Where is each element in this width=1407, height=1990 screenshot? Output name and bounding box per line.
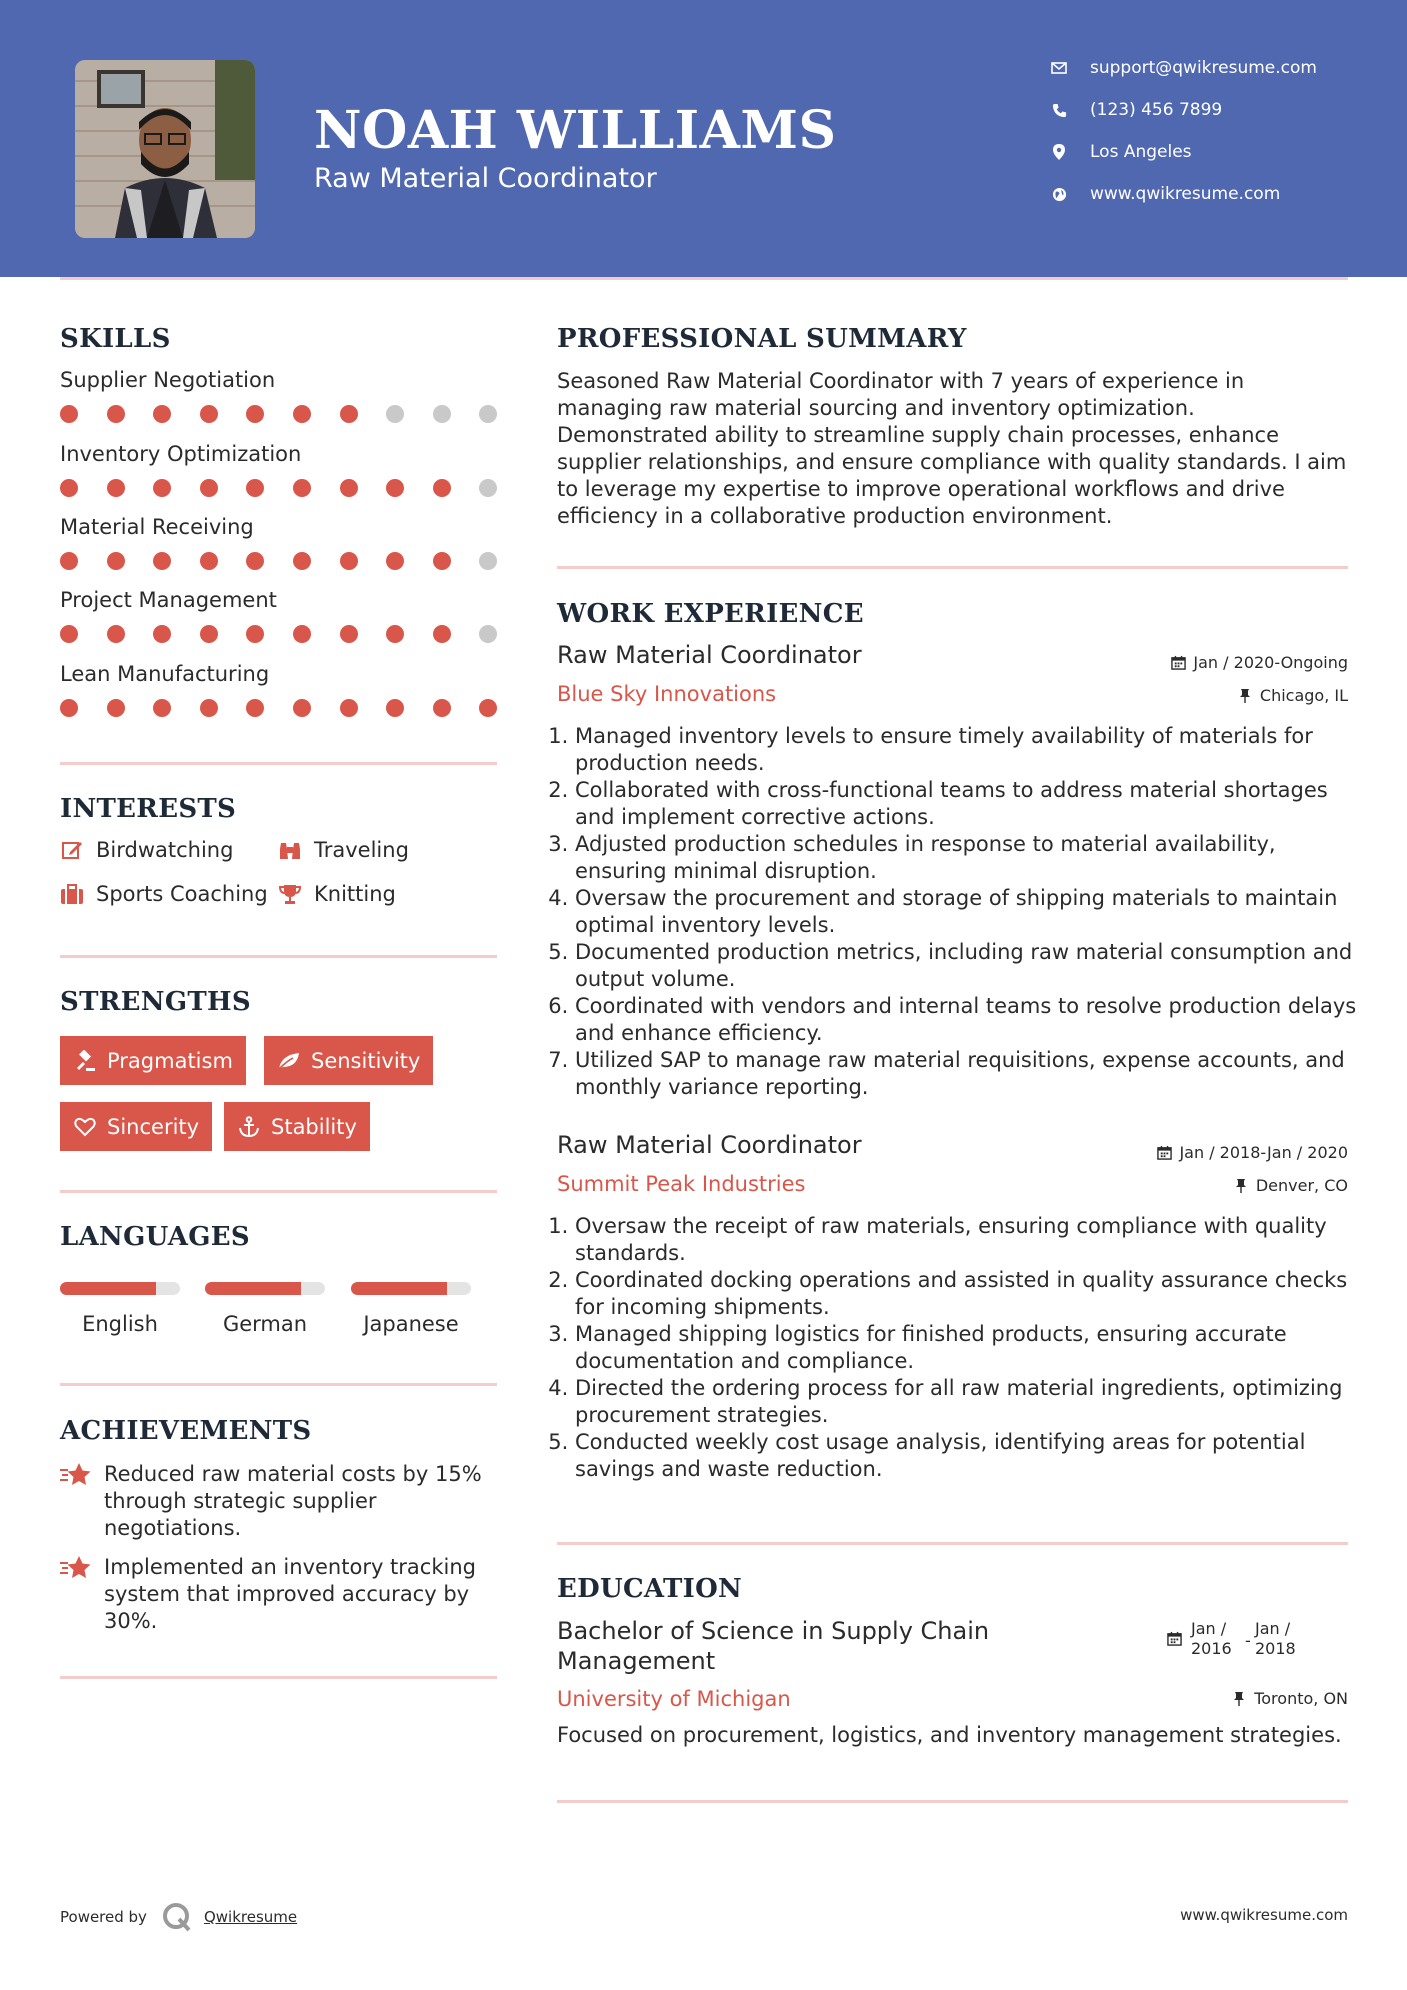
skill-dot-empty — [479, 405, 497, 423]
skill-name: Material Receiving — [60, 515, 254, 539]
language-level-bar — [205, 1282, 325, 1295]
profile-photo — [75, 60, 255, 238]
skill-dot-empty — [479, 552, 497, 570]
skill-rating — [60, 552, 500, 572]
skill-dot-filled — [200, 479, 218, 497]
contact-email[interactable] — [1050, 58, 1317, 78]
phone-icon — [1050, 101, 1068, 119]
skill-dot-filled — [153, 479, 171, 497]
skill-dot-filled — [386, 699, 404, 717]
star-award-icon — [60, 1554, 94, 1582]
education-end-date: Jan / 2018 — [1255, 1619, 1296, 1658]
degree-title: Bachelor of Science in Supply Chain Management — [557, 1617, 990, 1675]
job-bullet: 4. Directed the ordering process for all raw material ingredients, optimizing procurement strategies. — [575, 1375, 1367, 1429]
language-name: Japanese — [363, 1312, 459, 1336]
section-divider — [60, 762, 497, 765]
skill-dot-filled — [340, 699, 358, 717]
skill-dot-filled — [433, 699, 451, 717]
job-bullet: 5. Documented production metrics, including raw material consumption and output volume. — [575, 939, 1367, 993]
interest-item — [60, 882, 268, 906]
skill-rating — [60, 625, 500, 645]
star-award-icon — [60, 1461, 94, 1489]
education-heading: EDUCATION — [557, 1574, 743, 1604]
calendar-icon — [1167, 1631, 1185, 1649]
contact-phone[interactable] — [1050, 100, 1222, 120]
footer-website[interactable]: www.qwikresume.com — [1180, 1906, 1348, 1924]
language-level-fill — [60, 1282, 156, 1295]
strength-label: Stability — [271, 1114, 357, 1139]
job-bullets — [557, 1213, 1367, 1483]
skill-dot-filled — [246, 552, 264, 570]
interest-item — [60, 838, 233, 862]
achievement-item — [60, 1461, 500, 1542]
job-bullet: 3. Adjusted production schedules in response to material availability, ensuring minimal disruption. — [575, 831, 1367, 885]
company-name: Summit Peak Industries — [557, 1172, 806, 1196]
qwikresume-link[interactable]: Qwikresume — [203, 1908, 298, 1926]
skill-name: Project Management — [60, 588, 277, 612]
gavel-icon — [73, 1049, 97, 1073]
skill-dot-filled — [386, 625, 404, 643]
powered-by-text: Powered by — [60, 1908, 147, 1926]
skill-dot-filled — [246, 405, 264, 423]
binoculars-icon — [278, 838, 302, 862]
skill-dot-filled — [246, 699, 264, 717]
strength-badge — [60, 1036, 246, 1085]
languages-heading: LANGUAGES — [60, 1222, 250, 1252]
job-location-text: Chicago, IL — [1259, 686, 1348, 705]
skill-dot-filled — [293, 699, 311, 717]
job-location-text: Denver, CO — [1255, 1176, 1348, 1195]
resume-header — [0, 0, 1407, 277]
briefcase-icon — [60, 882, 84, 906]
edit-icon — [60, 838, 84, 862]
skill-dot-filled — [107, 479, 125, 497]
skill-dot-filled — [340, 479, 358, 497]
candidate-title: Raw Material Coordinator — [314, 163, 657, 194]
skill-dot-filled — [386, 552, 404, 570]
section-divider — [60, 1676, 497, 1679]
skill-dot-filled — [200, 625, 218, 643]
contact-website[interactable] — [1050, 184, 1280, 204]
leaf-icon — [277, 1049, 301, 1073]
job-dates — [1169, 653, 1348, 672]
contact-location — [1050, 142, 1192, 162]
interests-heading: INTERESTS — [60, 794, 237, 824]
trophy-icon — [278, 882, 302, 906]
skill-rating — [60, 405, 500, 425]
strength-label: Sincerity — [107, 1114, 200, 1139]
skill-dot-filled — [107, 699, 125, 717]
heart-icon — [73, 1115, 97, 1139]
education-start-date: Jan / 2016 — [1191, 1619, 1232, 1658]
strength-badge — [60, 1102, 212, 1151]
skill-name: Lean Manufacturing — [60, 662, 270, 686]
skill-dot-filled — [153, 625, 171, 643]
language-level-fill — [205, 1282, 301, 1295]
section-divider — [557, 1542, 1348, 1545]
skill-rating — [60, 699, 500, 719]
strengths-heading: STRENGTHS — [60, 987, 251, 1017]
summary-text: Seasoned Raw Material Coordinator with 7 years of experience in managing raw material sourcing and inventory optimization. Demonstrated ability to streamline supply chain processes, enhance supplier relationships, and ensure compliance with quality standards. I aim to leverage my expertise to improve operational workflows and drive efficiency in a collaborative production environment. — [557, 369, 1347, 528]
job-bullet: 3. Managed shipping logistics for finished products, ensuring accurate documentation and compliance. — [575, 1321, 1367, 1375]
job-bullet: 1. Oversaw the receipt of raw materials, ensuring compliance with quality standards. — [575, 1213, 1367, 1267]
strength-label: Sensitivity — [311, 1048, 421, 1073]
contact-email-text: support@qwikresume.com — [1090, 58, 1317, 78]
interest-label: Sports Coaching — [96, 882, 268, 906]
achievements-heading: ACHIEVEMENTS — [60, 1416, 312, 1446]
achievement-item — [60, 1554, 500, 1635]
job-bullet: 7. Utilized SAP to manage raw material requisitions, expense accounts, and monthly variance reporting. — [575, 1047, 1367, 1101]
job-bullets — [557, 723, 1367, 1101]
skill-dot-empty — [479, 479, 497, 497]
achievement-text: Reduced raw material costs by 15% through strategic supplier negotiations. — [104, 1462, 482, 1540]
job-title: Raw Material Coordinator — [557, 1131, 862, 1159]
skill-dot-filled — [293, 552, 311, 570]
skill-name: Inventory Optimization — [60, 442, 302, 466]
education-location-text: Toronto, ON — [1254, 1689, 1348, 1708]
envelope-icon — [1050, 59, 1068, 77]
interest-label: Knitting — [314, 882, 396, 906]
job-bullet: 2. Coordinated docking operations and assisted in quality assurance checks for incoming shipments. — [575, 1267, 1367, 1321]
contact-website-text: www.qwikresume.com — [1090, 184, 1281, 204]
language-level-fill — [351, 1282, 447, 1295]
skill-dot-filled — [433, 625, 451, 643]
education-location — [1230, 1689, 1348, 1708]
job-bullet: 6. Coordinated with vendors and internal teams to resolve production delays and enhance efficiency. — [575, 993, 1367, 1047]
pushpin-icon — [1236, 687, 1254, 705]
skill-dot-filled — [60, 479, 78, 497]
interest-item — [278, 838, 409, 862]
summary-heading: PROFESSIONAL SUMMARY — [557, 324, 967, 354]
skill-dot-filled — [60, 405, 78, 423]
education-dates — [1167, 1619, 1301, 1659]
skills-heading: SKILLS — [60, 324, 171, 354]
strength-badge — [224, 1102, 370, 1151]
map-pin-icon — [1050, 143, 1068, 161]
language-name: German — [222, 1312, 308, 1336]
interest-item — [278, 882, 396, 906]
skill-name: Supplier Negotiation — [60, 368, 276, 392]
skill-dot-filled — [293, 625, 311, 643]
pushpin-icon — [1232, 1177, 1250, 1195]
job-dates — [1155, 1143, 1348, 1162]
language-name: English — [82, 1312, 158, 1336]
job-title: Raw Material Coordinator — [557, 641, 862, 669]
skill-dot-filled — [200, 699, 218, 717]
contact-location-text: Los Angeles — [1090, 142, 1192, 162]
skill-dot-filled — [60, 699, 78, 717]
achievement-text: Implemented an inventory tracking system that improved accuracy by 30%. — [104, 1555, 476, 1633]
job-bullet: 1. Managed inventory levels to ensure timely availability of materials for production needs. — [575, 723, 1367, 777]
education-description: Focused on procurement, logistics, and inventory management strategies. — [557, 1723, 1342, 1747]
contact-phone-text: (123) 456 7899 — [1090, 100, 1223, 120]
anchor-icon — [237, 1115, 261, 1139]
skill-dot-filled — [60, 625, 78, 643]
skill-dot-filled — [293, 405, 311, 423]
job-dates-text: Jan / 2020-Ongoing — [1193, 653, 1348, 672]
skill-dot-filled — [386, 479, 404, 497]
qwikresume-logo-icon — [162, 1902, 192, 1932]
header-divider — [60, 277, 1348, 280]
section-divider — [557, 1800, 1348, 1803]
skill-dot-filled — [246, 479, 264, 497]
candidate-name: NOAH WILLIAMS — [314, 100, 837, 161]
language-level-bar — [60, 1282, 180, 1295]
experience-heading: WORK EXPERIENCE — [557, 599, 864, 629]
school-name: University of Michigan — [557, 1687, 791, 1711]
skill-dot-filled — [107, 625, 125, 643]
section-divider — [557, 566, 1348, 569]
skill-dot-filled — [293, 479, 311, 497]
calendar-icon — [1169, 654, 1187, 672]
section-divider — [60, 1383, 497, 1386]
job-bullet: 4. Oversaw the procurement and storage of shipping materials to maintain optimal inventory levels. — [575, 885, 1367, 939]
job-bullet: 5. Conducted weekly cost usage analysis, identifying areas for potential savings and waste reduction. — [575, 1429, 1367, 1483]
skill-dot-filled — [340, 625, 358, 643]
skill-dot-filled — [60, 552, 78, 570]
calendar-icon — [1155, 1144, 1173, 1162]
skill-dot-filled — [479, 699, 497, 717]
skill-dot-filled — [153, 405, 171, 423]
pushpin-icon — [1230, 1690, 1248, 1708]
skill-dot-empty — [433, 405, 451, 423]
education-date-separator: - — [1245, 1631, 1251, 1650]
skill-dot-filled — [433, 479, 451, 497]
strength-badge — [264, 1036, 433, 1085]
skill-dot-empty — [386, 405, 404, 423]
skill-rating — [60, 479, 500, 499]
section-divider — [60, 955, 497, 958]
skill-dot-filled — [340, 405, 358, 423]
job-location — [1232, 1176, 1348, 1195]
footer-powered-by — [60, 1902, 297, 1932]
skill-dot-filled — [107, 405, 125, 423]
skill-dot-filled — [200, 552, 218, 570]
company-name: Blue Sky Innovations — [557, 682, 777, 706]
skill-dot-filled — [433, 552, 451, 570]
skill-dot-filled — [200, 405, 218, 423]
skill-dot-filled — [246, 625, 264, 643]
section-divider — [60, 1190, 497, 1193]
job-bullet: 2. Collaborated with cross-functional teams to address material shortages and implement corrective actions. — [575, 777, 1367, 831]
skill-dot-empty — [479, 625, 497, 643]
language-level-bar — [351, 1282, 471, 1295]
interest-label: Traveling — [314, 838, 409, 862]
skill-dot-filled — [340, 552, 358, 570]
skill-dot-filled — [153, 699, 171, 717]
skill-dot-filled — [153, 552, 171, 570]
job-location — [1236, 686, 1348, 705]
skill-dot-filled — [107, 552, 125, 570]
globe-icon — [1050, 185, 1068, 203]
strength-label: Pragmatism — [107, 1048, 233, 1073]
job-dates-text: Jan / 2018-Jan / 2020 — [1179, 1143, 1348, 1162]
interest-label: Birdwatching — [96, 838, 234, 862]
